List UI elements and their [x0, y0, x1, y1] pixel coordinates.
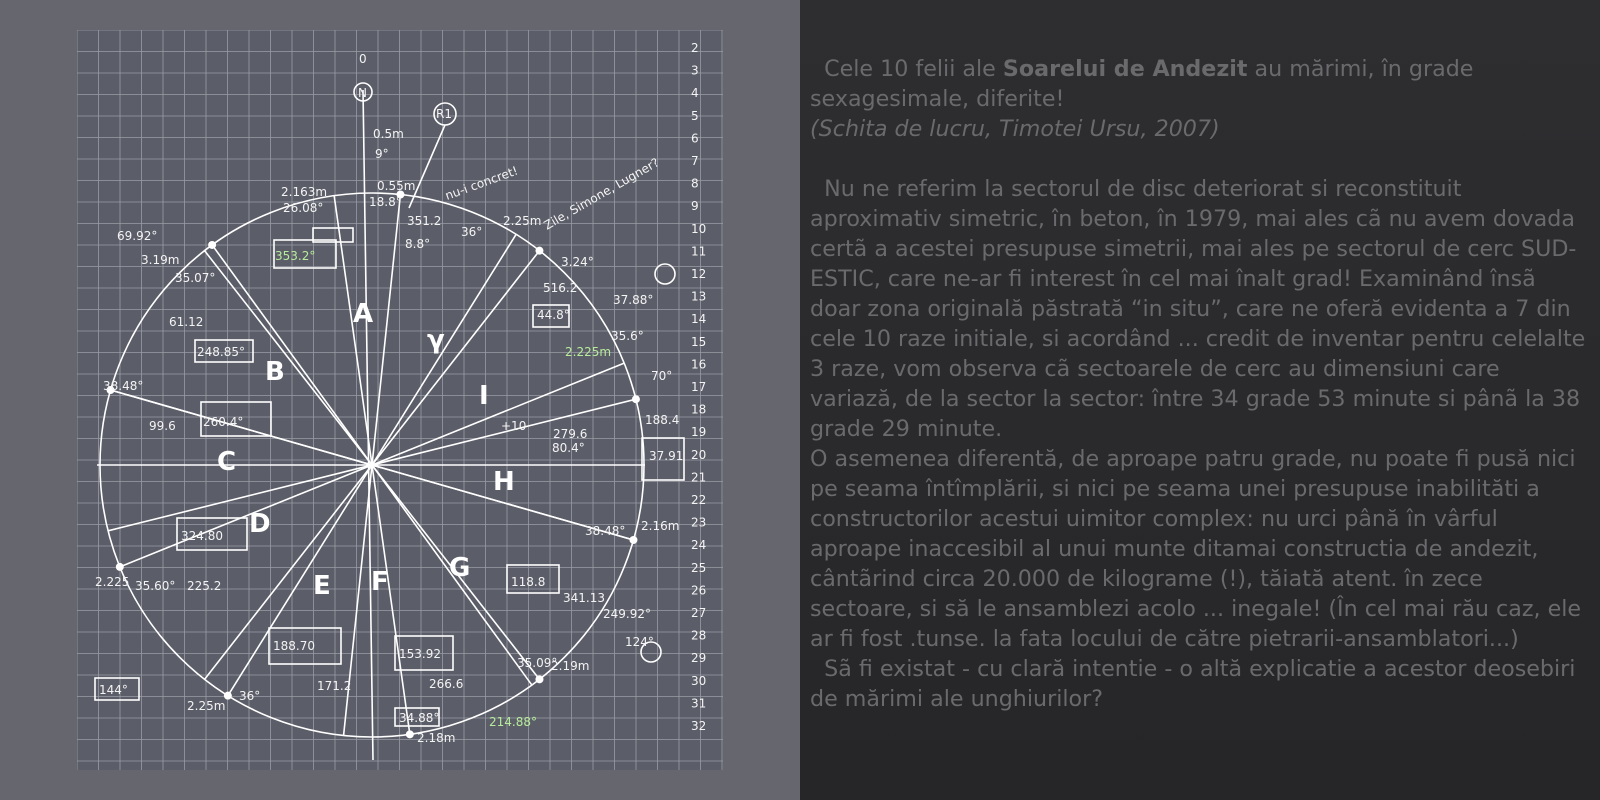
measurement-label: 341.13 [563, 591, 605, 605]
sketch-photo [77, 30, 723, 770]
measurement-label: 37.91 [649, 449, 684, 463]
measurement-label: 38.48° [585, 524, 626, 538]
measurement-label: 0.5m [373, 127, 404, 141]
row-number: 6 [691, 131, 699, 146]
row-number: 23 [691, 515, 707, 530]
measurement-label: 351.2 [407, 214, 442, 228]
row-number: 21 [691, 470, 707, 485]
measurement-label: 2.25m [503, 214, 542, 228]
measurement-label: 99.6 [149, 419, 176, 433]
row-number: 32 [691, 719, 707, 733]
paragraph-2 [810, 174, 1586, 444]
article-text [810, 54, 1586, 714]
row-numbers [691, 41, 706, 733]
row-number: 27 [691, 606, 707, 620]
measurement-label: 70° [651, 369, 673, 383]
r1-label: R1 [436, 107, 452, 121]
zero-label: 0 [359, 52, 367, 66]
measurement-label: 153.92 [399, 647, 441, 661]
row-number: 30 [691, 673, 707, 688]
row-number: 13 [691, 289, 707, 304]
measurement-label: 36° [239, 689, 261, 703]
measurement-label: 2.19m [551, 659, 590, 673]
sector-letter-e: E [313, 571, 331, 601]
paragraph-4-text: Sã fi existat - cu clară intentie - o altă explicatie a acestor deosebiri de mărimi ale unghiurilor? [810, 656, 1576, 712]
row-number: 26 [691, 583, 707, 598]
measurement-label: 2.25m [187, 699, 226, 713]
radius-endpoint [535, 247, 543, 255]
sketch-drawing [77, 30, 723, 770]
measurement-label: 516.2 [543, 281, 578, 295]
row-number: 17 [691, 380, 707, 394]
paragraph-3: O asemenea diferentă, de aproape patru grade, nu poate fi pusă nici pe seama întîmplării, si nici pe seama unei presupuse inabilităti a constructorilor acestui uimitor complex: nu urci până în vârful aproape inaccesibil al unui munte ditamai constructia de andezit, cântãrind circa 20.000 de kilograme (!), tăiată atent. în zece sectoare, si să le ansamblezi acolo ... inegale! (În cel mai rău caz, ele ar fi fost .tunse. la fata locului de către pietrarii-ansamblatori...) [810, 446, 1582, 652]
row-number: 4 [691, 86, 699, 101]
sector-letter-a: A [353, 299, 374, 329]
intro-bold-subject: Soarelui de Andezit [1002, 56, 1248, 82]
radius-endpoint [535, 675, 543, 683]
sun-icon-east [655, 264, 675, 284]
radius-endpoint [208, 241, 216, 249]
sector-letter-h: H [493, 467, 515, 497]
row-number: 19 [691, 425, 707, 440]
measurement-label: 2.163m [281, 185, 328, 199]
measurement-label: 324.80 [181, 529, 223, 543]
measurement-label: 61.12 [169, 315, 204, 329]
measurement-label: 144° [99, 683, 128, 697]
radius-endpoint [632, 395, 640, 403]
row-number: 12 [691, 267, 707, 281]
measurement-label: 188.4 [645, 413, 680, 427]
measurement-label: 34.88° [399, 711, 440, 725]
paragraph-2-text: Nu ne referim la sectorul de disc deteriorat si reconstituit aproximativ simetric, în beton, în 1979, mai ales cã nu avem dovada certã a acestei presupuse simetrii, mai ales pe sectorul de cerc SUD-ESTIC, care ne-ar fi interest în cel mai înalt grad! Examinând însã doar zona originală păstrată “in situ”, care ne oferă evidenta a 7 din cele 10 raze initiale, si acordând ... credit de inventar pentru celelalte 3 raze, vom observa cã sectoarele de cerc au dimensiuni care variază, de la sector la sector: între 34 grade 53 minute si pânã la 38 grade 29 minute. [810, 176, 1586, 442]
row-number: 3 [691, 63, 699, 78]
north-label: N [358, 86, 367, 100]
measurement-label: 2.225 [95, 575, 130, 589]
row-number: 25 [691, 560, 707, 575]
measurement-label: 2.18m [417, 731, 456, 745]
measurement-label: 35.09° [517, 656, 558, 670]
measurement-label: 124° [625, 635, 654, 649]
radius-endpoint [406, 730, 414, 738]
measurement-label: 35.07° [175, 271, 216, 285]
measurement-label: 353.2° [275, 249, 316, 263]
intro-text-start: Cele 10 felii ale [824, 56, 1003, 82]
row-number: 11 [691, 244, 707, 259]
measurement-label: 260.4° [203, 415, 244, 429]
measurement-label: 249.92° [603, 607, 651, 621]
measurement-label: +10 [501, 419, 527, 433]
measurement-label: 188.70 [273, 639, 315, 653]
measurement-label: 171.2 [317, 679, 352, 693]
paragraph-gap [810, 144, 1586, 174]
measurement-label: 2.225m [565, 345, 612, 359]
measurement-label: 35.6° [611, 329, 644, 343]
row-number: 31 [691, 696, 707, 711]
sector-letter-g: G [449, 553, 471, 583]
measurement-label: 38.48° [103, 379, 144, 393]
sector-letter-i: I [479, 381, 489, 411]
sector-letters [217, 299, 515, 601]
measurement-label: 279.6 [553, 427, 588, 441]
row-number: 29 [691, 651, 707, 666]
row-number: 10 [691, 221, 707, 236]
row-number: 22 [691, 493, 707, 507]
measurement-label: 3.19m [141, 253, 180, 267]
measurement-label: 80.4° [552, 441, 585, 455]
measurement-label: 266.6 [429, 677, 464, 691]
measurement-label: 36° [461, 225, 483, 239]
measurement-label: 37.88° [613, 293, 654, 307]
radius-endpoint [116, 563, 124, 571]
sector-letter-c: C [217, 447, 237, 477]
row-number: 9 [691, 199, 699, 214]
row-number: 5 [691, 108, 699, 123]
measurement-label: 69.92° [117, 229, 158, 243]
row-number: 24 [691, 538, 707, 553]
measurement-label: 9° [375, 147, 389, 161]
row-number: 16 [691, 357, 707, 372]
measurement-label: 118.8 [511, 575, 546, 589]
row-number: 20 [691, 447, 707, 462]
measurement-label: 26.08° [283, 201, 324, 215]
measurement-label: 8.8° [405, 237, 431, 251]
measurement-label: 225.2 [187, 579, 222, 593]
row-number: 15 [691, 334, 707, 349]
row-number: 28 [691, 628, 707, 643]
handwritten-note: nu-i concret! [443, 163, 520, 203]
measurement-label: 248.85° [197, 345, 245, 359]
measurement-label: 214.88° [489, 715, 537, 729]
sector-letter-b: B [265, 357, 285, 387]
image-caption: (Schita de lucru, Timotei Ursu, 2007) [810, 116, 1220, 142]
row-number: 18 [691, 402, 707, 417]
row-number: 2 [691, 41, 699, 55]
north-axis [363, 90, 373, 760]
sector-letter-f: F [371, 567, 389, 597]
measurement-label: 3.24° [561, 255, 594, 269]
intro-paragraph [810, 54, 1586, 114]
measurement-label: 0.55m [377, 179, 416, 193]
measurement-label: 18.8° [369, 195, 402, 209]
row-number: 7 [691, 154, 699, 168]
paragraph-4 [810, 654, 1586, 714]
row-number: 8 [691, 176, 699, 191]
measurement-label: 44.8° [537, 308, 570, 322]
sector-letter-d: D [249, 509, 271, 539]
intro-text-end: au mărimi, în grade sexagesimale, diferite! [810, 56, 1474, 112]
measurement-label: 2.16m [641, 519, 680, 533]
measurement-label: 35.60° [135, 579, 176, 593]
row-number: 14 [691, 312, 707, 327]
sector-letter-gamma: γ [427, 325, 445, 355]
handwritten-note-2: Zile, Simone, Lugner? [541, 155, 662, 233]
